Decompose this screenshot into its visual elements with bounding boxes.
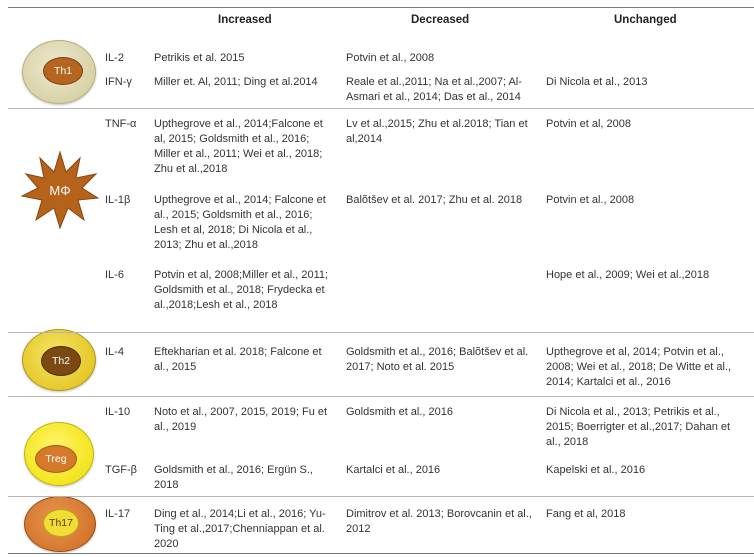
cytokine-il4: IL-4 [105, 346, 124, 358]
decreased-il2: Potvin et al., 2008 [346, 52, 435, 64]
row-divider [8, 496, 754, 497]
cytokine-tnfa: TNF-α [105, 118, 137, 130]
increased-il2: Petrikis et al. 2015 [154, 52, 245, 64]
treg-label: Treg [45, 453, 67, 465]
treg-nucleus [35, 445, 77, 473]
th2-label: Th2 [51, 355, 71, 367]
increased-il4: Eftekharian et al. 2018; Falcone et al., 2015 [154, 346, 322, 373]
row-divider [8, 108, 754, 109]
th17-cell-icon [24, 496, 96, 552]
macrophage-label: MΦ [49, 182, 71, 198]
bottom-rule [8, 553, 754, 554]
th1-cell-icon [22, 40, 96, 104]
increased-ifng: Miller et. Al, 2011; Ding et al.2014 [154, 76, 318, 88]
increased-tgfb: Goldsmith et al., 2016; Ergün S., 2018 [154, 464, 313, 491]
increased-il17: Ding et al., 2014;Li et al., 2016; Yu-Ting et al.,2017;Chenniappan et al. 2020 [154, 508, 326, 550]
cytokine-il10: IL-10 [105, 406, 131, 418]
macrophage-cell-icon [20, 150, 100, 230]
cytokine-il1b: IL-1β [105, 194, 131, 206]
decreased-il1b: Balõtšev et al. 2017; Zhu et al. 2018 [346, 194, 523, 206]
unchanged-il10: Di Nicola et al., 2013; Petrikis et al., 2015; Boerrigter et al.,2017; Dahan et al., 2018 [546, 406, 731, 448]
increased-tnfa: Upthegrove et al., 2014;Falcone et al, 2015; Goldsmith et al., 2016; Miller et al., 2011; Wei et al., 2018; Zhu et al.,2018 [154, 118, 323, 175]
row-divider [8, 332, 754, 333]
header-unchanged: Unchanged [614, 14, 677, 26]
row-divider [8, 396, 754, 397]
increased-il1b: Upthegrove et al., 2014; Falcone et al., 2015; Goldsmith et al., 2016; Lesh et al, 2018; Di Nicola et al., 2013; Zhu et al.,2018 [154, 194, 326, 251]
th17-label: Th17 [49, 517, 73, 529]
header-decreased: Decreased [411, 14, 470, 26]
unchanged-il4: Upthegrove et al, 2014; Potvin et al., 2008; Wei et al., 2018; De Witte et al., 2014; Kartalci et al., 2016 [546, 346, 732, 388]
unchanged-il1b: Potvin et al., 2008 [546, 194, 635, 206]
decreased-il10: Goldsmith et al., 2016 [346, 406, 454, 418]
decreased-ifng: Reale et al.,2011; Na et al.,2007; Al-Asmari et al., 2014; Das et al., 2014 [346, 76, 522, 103]
top-rule [8, 7, 754, 8]
decreased-tgfb: Kartalci et al., 2016 [346, 464, 441, 476]
unchanged-tnfa: Potvin et al, 2008 [546, 118, 632, 130]
increased-il10: Noto et al., 2007, 2015, 2019; Fu et al., 2019 [154, 406, 328, 433]
decreased-il17: Dimitrov et al. 2013; Borovcanin et al., 2012 [346, 508, 532, 535]
cytokine-il17: IL-17 [105, 508, 131, 520]
decreased-tnfa: Lv et al.,2015; Zhu et al.2018; Tian et al,2014 [346, 118, 528, 145]
decreased-il4: Goldsmith et al., 2016; Balõtšev et al. 2017; Noto et al. 2015 [346, 346, 529, 373]
unchanged-ifng: Di Nicola et al., 2013 [546, 76, 648, 88]
header-increased: Increased [218, 14, 272, 26]
cytokine-tgfb: TGF-β [105, 464, 137, 476]
th1-label: Th1 [53, 65, 73, 77]
cytokine-il2: IL-2 [105, 52, 124, 64]
th17-nucleus [43, 509, 79, 537]
unchanged-il6: Hope et al., 2009; Wei et al.,2018 [546, 269, 710, 281]
unchanged-il17: Fang et al, 2018 [546, 508, 626, 520]
increased-il6: Potvin et al, 2008;Miller et al., 2011; Goldsmith et al., 2018; Frydecka et al.,2018;Lesh et al., 2018 [154, 269, 329, 311]
cytokine-ifng: IFN-γ [105, 76, 132, 88]
th2-nucleus [41, 346, 81, 376]
treg-cell-icon [24, 422, 94, 486]
th1-nucleus [43, 57, 83, 85]
th2-cell-icon [22, 329, 96, 391]
unchanged-tgfb: Kapelski et al., 2016 [546, 464, 646, 476]
cytokine-il6: IL-6 [105, 269, 124, 281]
